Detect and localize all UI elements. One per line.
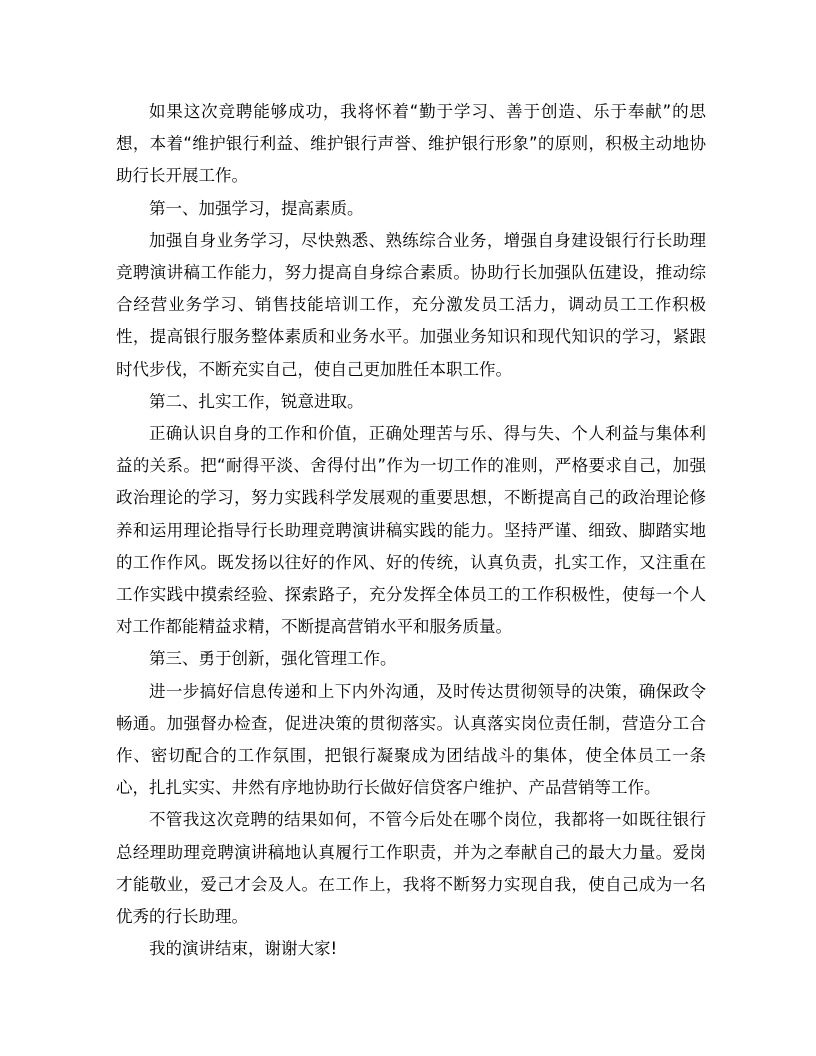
- paragraph-first-point: 加强自身业务学习，尽快熟悉、熟练综合业务，增强自身建设银行行长助理竞聘演讲稿工作能力，努力提高自身综合素质。协助行长加强队伍建设，推动综合经营业务学习、销售技能培训工作，充分激发员工活力，调动员工工作积极性，提高银行服务整体素质和业务水平。加强业务知识和现代知识的学习，紧跟时代步伐，不断充实自己，使自己更加胜任本职工作。: [116, 230, 706, 379]
- paragraph-second-point: 正确认识自身的工作和价值，正确处理苦与乐、得与失、个人利益与集体利益的关系。把“耐得平淡、舍得付出”作为一切工作的准则，严格要求自己，加强政治理论的学习，努力实践科学发展观的重要思想，不断提高自己的政治理论修养和运用理论指导行长助理竞聘演讲稿实践的能力。坚持严谨、细致、脚踏实地的工作作风。既发扬以往好的作风、好的传统，认真负责，扎实工作，又注重在工作实践中摸索经验、探索路子，充分发挥全体员工的工作积极性，使每一个人对工作都能精益求精，不断提高营销水平和服务质量。: [116, 424, 706, 637]
- heading-first-point: 第一、加强学习，提高素质。: [149, 198, 364, 218]
- heading-second-point: 第二、扎实工作，锐意进取。: [149, 391, 364, 411]
- paragraph-third-point: 进一步搞好信息传递和上下内外沟通，及时传达贯彻领导的决策，确保政令畅通。加强督办检查，促进决策的贯彻落实。认真落实岗位责任制，营造分工合作、密切配合的工作氛围，把银行凝聚成为团结战斗的集体，使全体员工一条心，扎扎实实、井然有序地协助行长做好信贷客户维护、产品营销等工作。: [116, 681, 706, 798]
- heading-third-point: 第三、勇于创新，强化管理工作。: [149, 649, 397, 669]
- paragraph-intro: 如果这次竞聘能够成功，我将怀着“勤于学习、善于创造、乐于奉献”的思想，本着“维护银行利益、维护银行声誉、维护银行形象”的原则，积极主动地协助行长开展工作。: [116, 102, 706, 186]
- paragraph-conclusion: 不管我这次竞聘的结果如何，不管今后处在哪个岗位，我都将一如既往银行总经理助理竞聘演讲稿地认真履行工作职责，并为之奉献自己的最大力量。爱岗才能敬业，爱己才会及人。在工作上，我将不断努力实现自我，使自己成为一名优秀的行长助理。: [116, 810, 706, 927]
- paragraph-closing: 我的演讲结束，谢谢大家!: [149, 939, 338, 959]
- document-body: [116, 96, 706, 965]
